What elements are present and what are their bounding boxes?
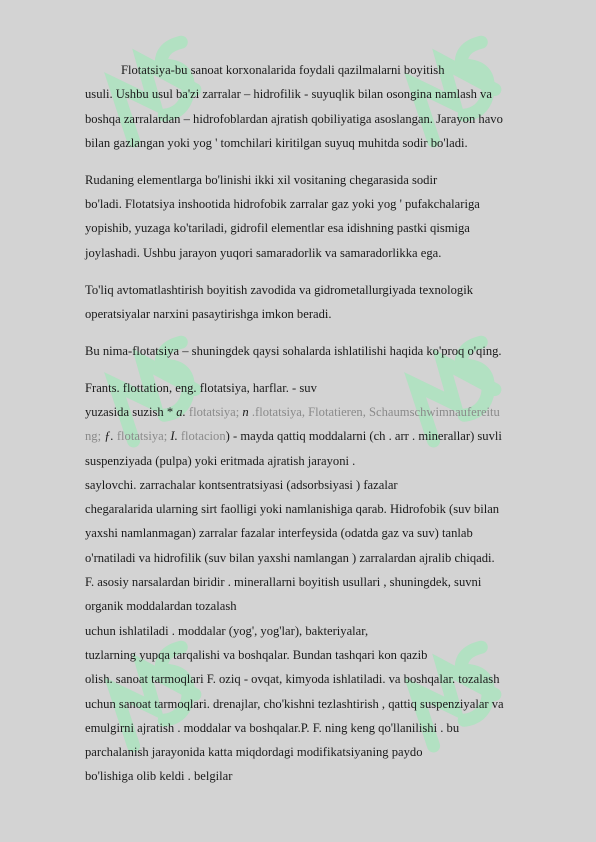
text-line: Rudaning elementlarga bo'linishi ikki xil vositaning chegarasida sodir [85,172,438,187]
text-line: Flotatsiya-bu sanoat korxonalarida foydali qazilmalarni boyitish [121,63,445,77]
text-line: suspenziyada (pulpa) yoki eritmada ajratish jarayoni . [85,453,356,468]
language-abbrev: ƒ. [104,429,114,444]
text-line: Bu nima-flotatsiya – shuningdek qaysi sohalarda ishlatilishi haqida ko'proq o'qing. [85,343,502,358]
language-abbrev: I. [170,429,178,444]
translation-text: flotatsiya; [113,429,171,444]
text-line: To'liq avtomatlashtirish boyitish zavodida va gidrometallurgiyada texnologik [85,282,473,297]
language-abbrev: a. [176,404,186,419]
text-line: yaxshi namlanmagan) zarralar fazalar interfeysida (odatda gaz va suv) tanlab [85,526,473,541]
translation-text: ng; [85,429,105,444]
text-line: bo'lishiga olib keldi . belgilar [85,769,233,784]
text-line: olish. sanoat tarmoqlari F. oziq - ovqat, kimyoda ishlatiladi. va boshqalar. tozalash [85,672,500,687]
text-line: boshqa zarralardan – hidrofoblardan ajratish qobiliyatiga asoslangan. Jarayon havo [85,111,503,126]
text-line-translations [85,424,555,448]
text-line: o'rnatiladi va hidrofilik (suv bilan yaxshi namlangan ) zarralardan ajralib chiqadi. [85,550,495,565]
paragraph-ore-separation [85,168,555,265]
text-line: Frants. flottation, eng. flotatsiya, harflar. - suv [85,380,317,395]
text-line: joylashadi. Ushbu jarayon yuqori samaradorlik va samaradorlikka ega. [85,245,442,260]
document-page [85,58,555,789]
text-span: yuzasida suzish * [85,404,177,419]
text-line: emulgirni ajratish . moddalar va boshqalar.P. F. ning keng qo'llanilishi . bu [85,720,460,735]
text-line: organik moddalardan tozalash [85,599,237,614]
text-line: chegaralarida ularning sirt faolligi yoki namlanishiga qarab. Hidrofobik (suv bilan [85,502,500,517]
paragraph-gap [85,326,555,339]
text-line: uchun sanoat tarmoqlari. drenajlar, cho'kishni tezlashtirish , qattiq suspenziyalar va [85,696,504,711]
language-abbrev: n [242,404,249,419]
paragraph-gap [85,155,555,168]
translation-text: flotatsiya; [185,404,243,419]
paragraph-encyclopedia-entry [85,376,555,789]
paragraph-gap [85,363,555,376]
text-line: bo'ladi. Flotatsiya inshootida hidrofobik zarralar gaz yoki yog ' pufakchalariga [85,197,480,212]
translation-text: .flotatsiya, Flotatieren, Schaumschwimnaufereitu [248,404,500,419]
paragraph-read-more [85,339,555,363]
text-line: uchun ishlatiladi . moddalar (yog', yog'lar), bakteriyalar, [85,623,369,638]
text-line: saylovchi. zarrachalar kontsentratsiyasi (adsorbsiyasi ) fazalar [85,477,398,492]
paragraph-flotation-definition [85,58,555,155]
text-line: yopishib, yuzaga ko'tariladi, gidrofil elementlar esa idishning pastki qismiga [85,221,470,236]
text-line: usuli. Ushbu usul ba'zi zarralar – hidrofilik - suyuqlik bilan osongina namlash va [85,87,492,102]
translation-text: flotacion [177,429,226,444]
text-line: F. asosiy narsalardan biridir . minerallarni boyitish usullari , shuningdek, suvni [85,575,482,590]
text-line: bilan gazlangan yoki yog ' tomchilari kiritilgan suyuq muhitda sodir bo'ladi. [85,135,468,150]
text-line: tuzlarning yupqa tarqalishi va boshqalar. Bundan tashqari kon qazib [85,647,428,662]
paragraph-gap [85,265,555,278]
text-span: ) - mayda qattiq moddalarni (ch . arr . minerallar) suvli [225,429,502,444]
text-line: operatsiyalar narxini pasaytirishga imkon beradi. [85,306,332,321]
text-line: parchalanish jarayonida katta miqdordagi modifikatsiyaning paydo [85,745,423,760]
paragraph-automation [85,278,555,327]
text-line-translations [85,400,555,424]
